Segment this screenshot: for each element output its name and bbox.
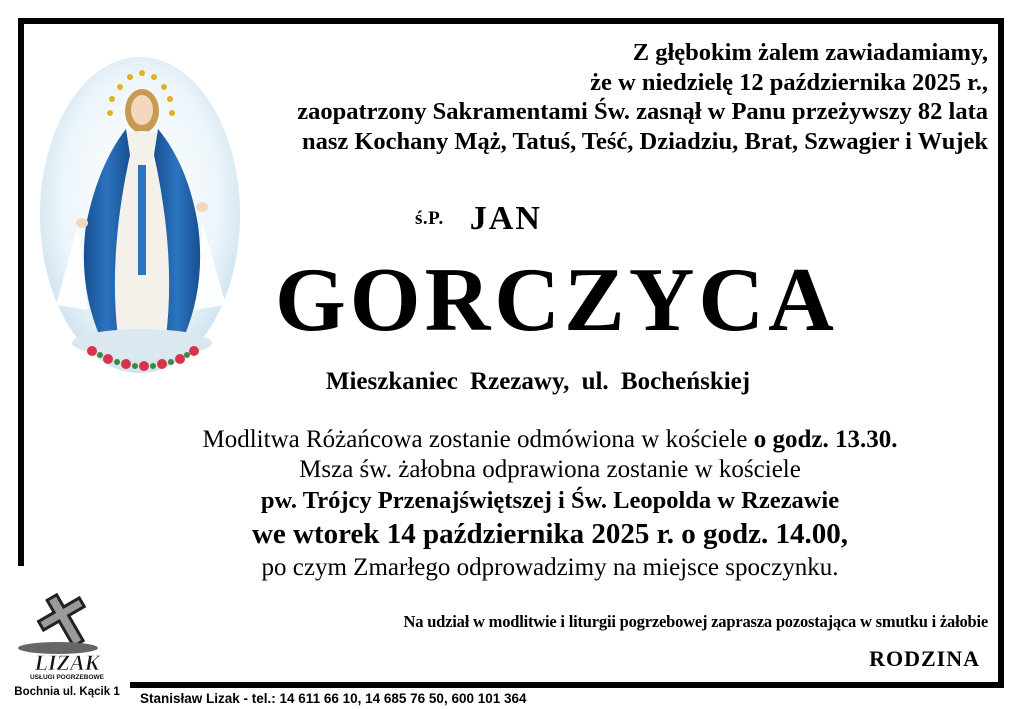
deceased-first-name: JAN (469, 200, 542, 237)
funeral-home-address: Bochnia ul. Kącik 1 (14, 686, 120, 698)
mass-line: Msza św. żałobna odprawiona zostanie w kościele (299, 456, 801, 483)
intro-line: że w niedzielę 12 października 2025 r., (590, 68, 988, 96)
deceased-prefix: ś.P. (415, 208, 444, 229)
church-line: pw. Trójcy Przenajświętszej i Św. Leopolda w Rzezawie (260, 487, 840, 514)
deceased-surname: GORCZYCA (275, 249, 838, 350)
family-signature: RODZINA (869, 646, 980, 671)
frame-bottom-border (130, 682, 1004, 688)
funeral-home-contact: Stanisław Lizak - tel.: 14 611 66 10, 14 685 76 50, 600 101 364 (140, 691, 527, 706)
intro-line: nasz Kochany Mąż, Tatuś, Teść, Dziadziu, Brat, Szwagier i Wujek (301, 127, 988, 155)
rosary-text: Modlitwa Różańcowa zostanie odmówiona w kościele (202, 426, 754, 453)
logo-wordmark: LIZAK (34, 650, 100, 675)
funeral-date-line: we wtorek 14 października 2025 r. o godz. 14.00, (251, 518, 849, 550)
rosary-line (100, 424, 1000, 455)
announcement-intro (208, 38, 988, 156)
invitation-text: Na udział w modlitwie i liturgii pogrzebowej zaprasza pozostająca w smutku i żałobie (403, 612, 988, 631)
logo-subtitle: USŁUGI POGRZEBOWE (29, 674, 105, 680)
deceased-first-name-line (415, 200, 542, 238)
burial-line: po czym Zmarłego odprowadzimy na miejsce spoczynku. (261, 554, 839, 581)
funeral-details (100, 424, 1000, 583)
intro-line: zaopatrzony Sakramentami Św. zasnął w Panu przeżywszy 82 lata (297, 98, 988, 125)
intro-line: Z głębokim żalem zawiadamiamy, (632, 39, 988, 66)
deceased-residence: Mieszkaniec Rzezawy, ul. Bocheńskiej (325, 368, 751, 395)
funeral-home-logo (8, 590, 126, 680)
rosary-time: o godz. 13.30. (753, 426, 898, 453)
